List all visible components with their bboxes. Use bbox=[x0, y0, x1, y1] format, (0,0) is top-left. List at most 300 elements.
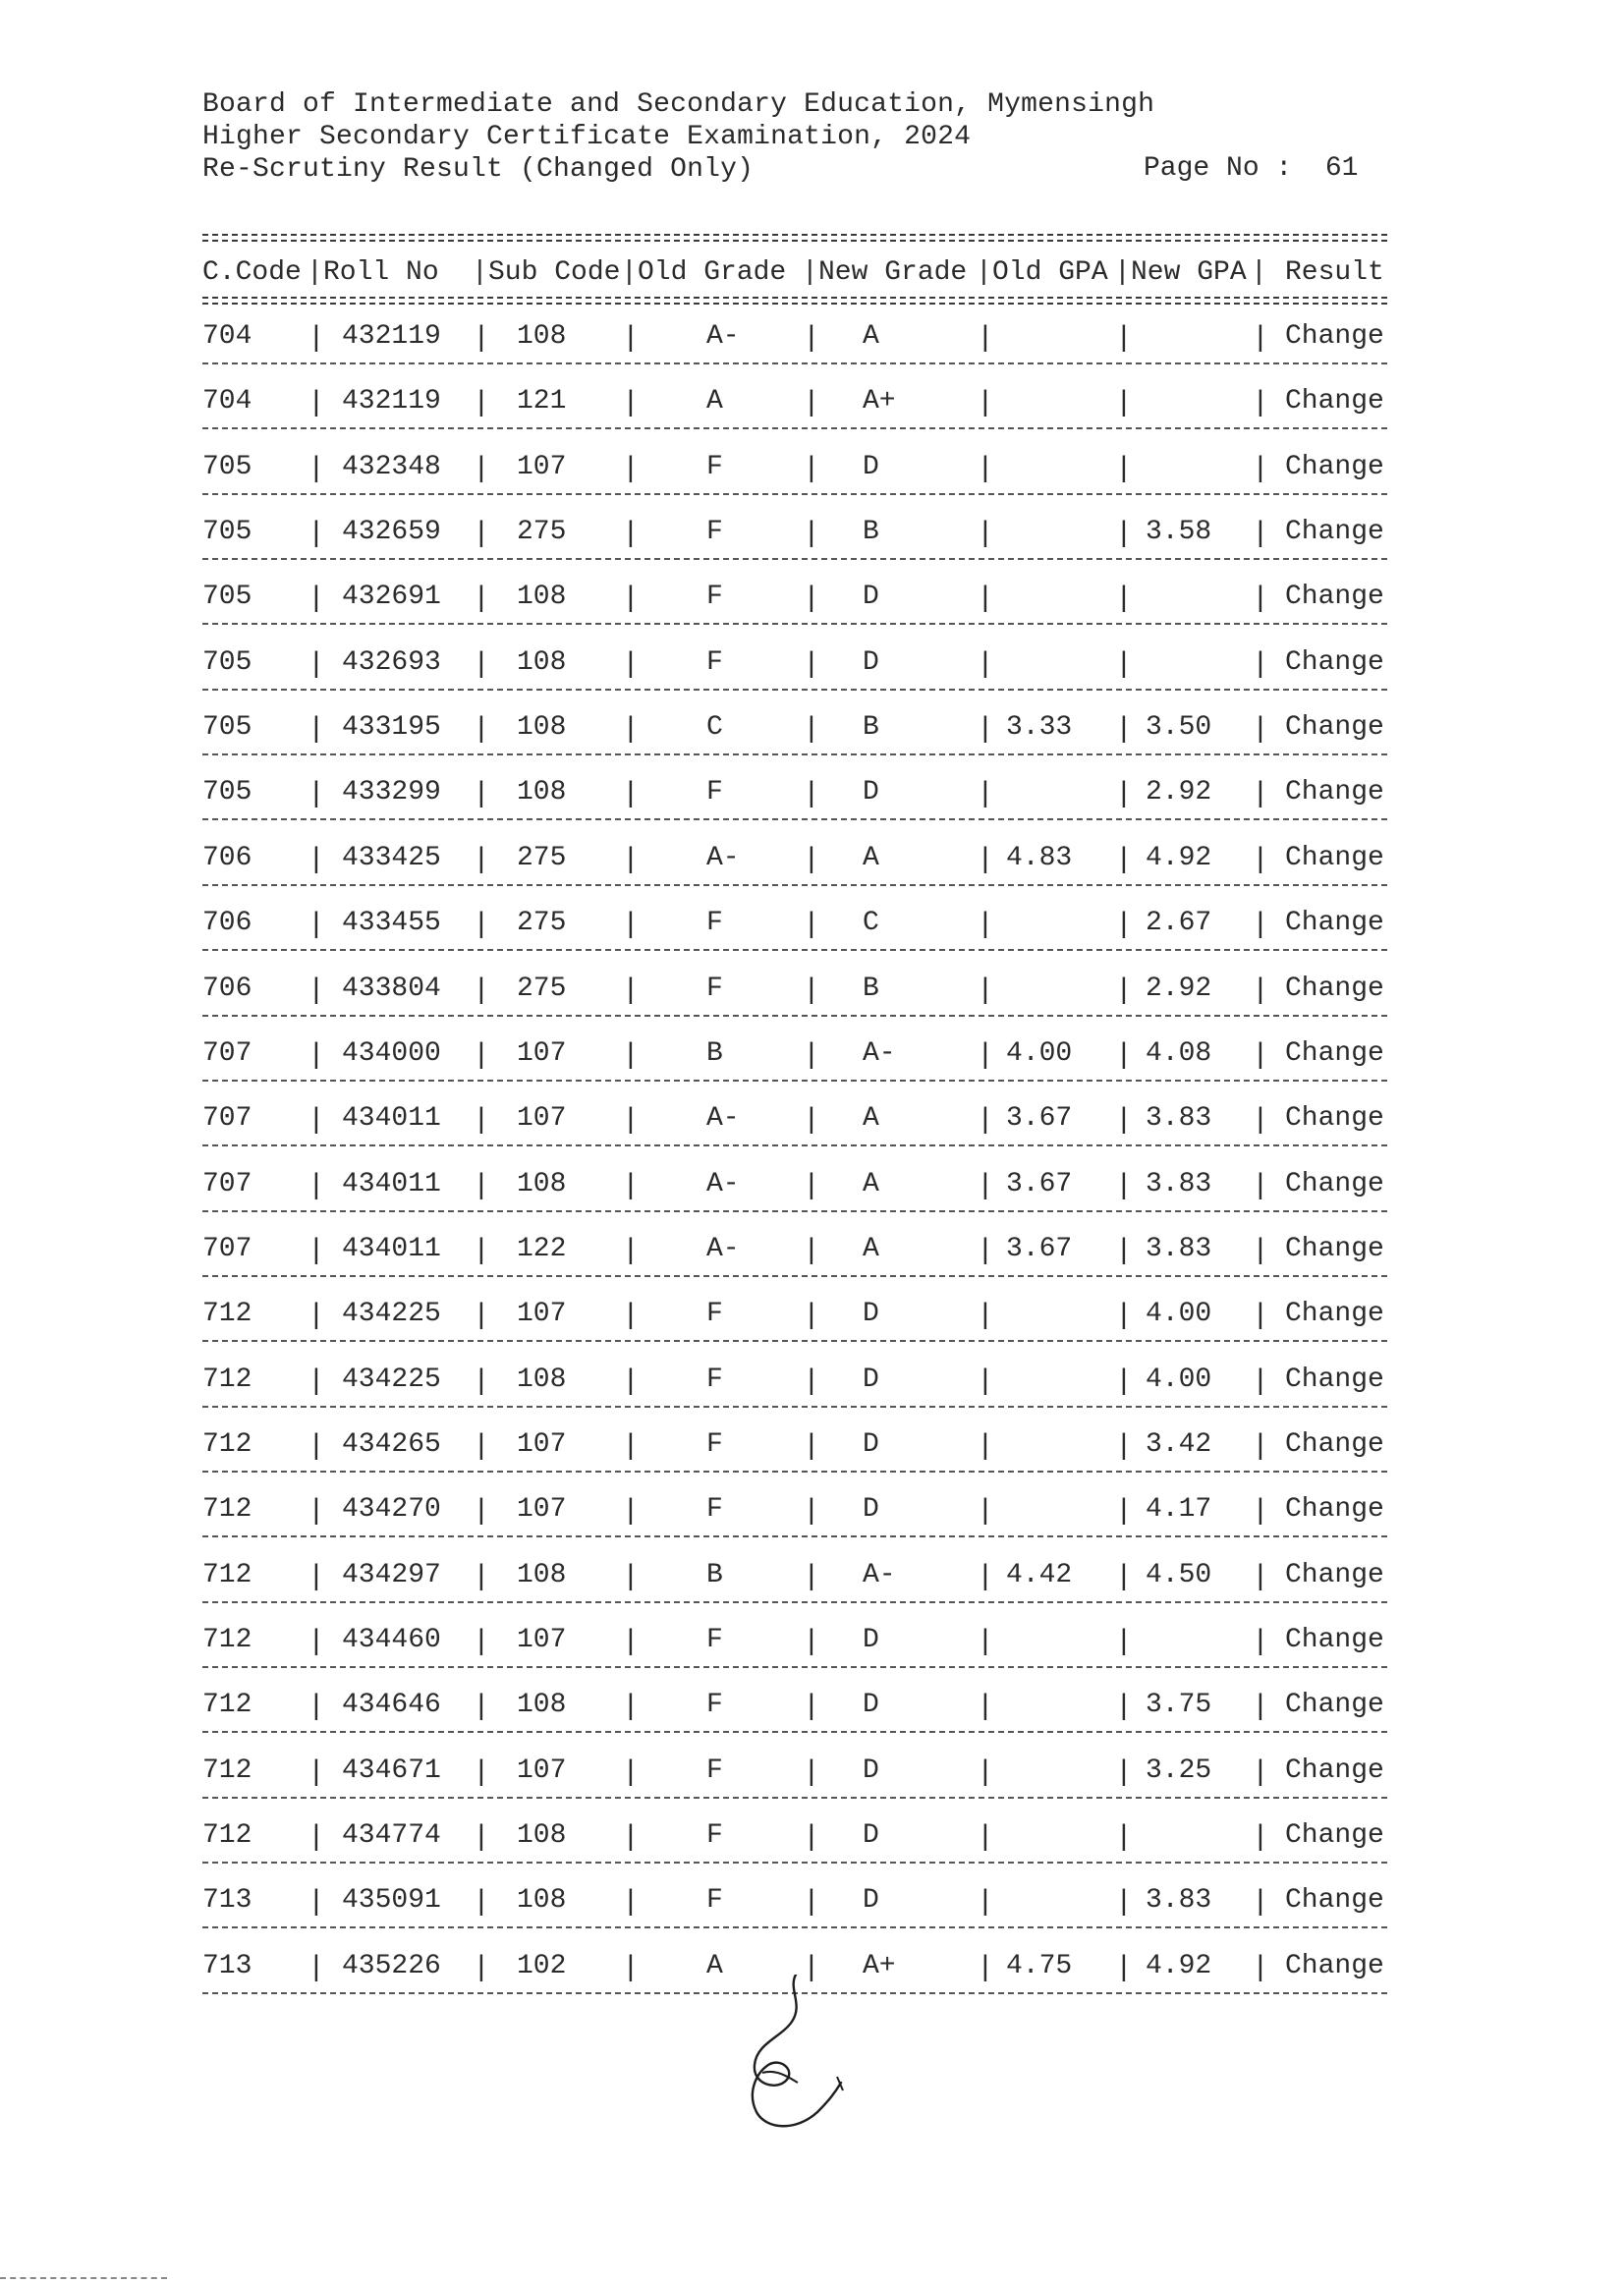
ccode-cell: 712 bbox=[202, 1429, 252, 1460]
sub-code-cell: 107 bbox=[517, 1299, 567, 1329]
col-sub-header: Sub Code bbox=[488, 257, 621, 288]
pipe-sep: | bbox=[1257, 1037, 1264, 1070]
new-grade-cell: D bbox=[863, 1755, 879, 1786]
pipe-sep: | bbox=[981, 973, 989, 1005]
pipe-sep: | bbox=[312, 1037, 320, 1070]
result-title: Re-Scrutiny Result (Changed Only) bbox=[202, 154, 755, 185]
pipe-sep: | bbox=[477, 1559, 485, 1591]
result-cell: Change bbox=[1285, 1103, 1384, 1134]
pipe-sep: | bbox=[1257, 776, 1264, 808]
pipe-sep: | bbox=[1257, 1819, 1264, 1852]
sub-code-cell: 108 bbox=[517, 647, 567, 678]
new-grade-cell: A bbox=[863, 321, 879, 352]
result-cell: Change bbox=[1285, 1820, 1384, 1851]
col-result-header: Result bbox=[1285, 257, 1384, 288]
pipe-sep: | bbox=[627, 776, 635, 808]
pipe-sep: | bbox=[1257, 1559, 1264, 1591]
pipe-sep: | bbox=[1257, 1755, 1264, 1787]
ccode-cell: 705 bbox=[202, 777, 252, 808]
old-grade-cell: F bbox=[706, 582, 723, 612]
new-gpa-cell: 4.00 bbox=[1146, 1365, 1212, 1395]
new-gpa-cell: 4.92 bbox=[1146, 843, 1212, 873]
pipe-sep: | bbox=[1257, 1428, 1264, 1461]
new-grade-cell: D bbox=[863, 1885, 879, 1916]
pipe-sep: | bbox=[312, 907, 320, 939]
pipe-sep: | bbox=[477, 907, 485, 939]
old-grade-cell: A bbox=[706, 1951, 723, 1981]
new-gpa-cell: 3.83 bbox=[1146, 1234, 1212, 1264]
table-row bbox=[202, 1361, 1387, 1400]
new-gpa-cell: 4.08 bbox=[1146, 1038, 1212, 1069]
result-cell: Change bbox=[1285, 1038, 1384, 1069]
table-row bbox=[202, 513, 1387, 552]
pipe-sep: | bbox=[981, 581, 989, 613]
row-separator bbox=[202, 1015, 1387, 1017]
pipe-sep: | bbox=[477, 1168, 485, 1200]
pipe-sep: | bbox=[808, 516, 815, 548]
pipe-sep: | bbox=[808, 1884, 815, 1917]
pipe-sep: | bbox=[312, 842, 320, 874]
ccode-cell: 705 bbox=[202, 647, 252, 678]
result-cell: Change bbox=[1285, 1625, 1384, 1655]
pipe-sep: | bbox=[808, 385, 815, 418]
signature-mark bbox=[727, 1975, 865, 2142]
pipe-sep: | bbox=[627, 1037, 635, 1070]
pipe-sep: | bbox=[808, 581, 815, 613]
new-gpa-cell: 3.42 bbox=[1146, 1429, 1212, 1460]
roll-cell: 434011 bbox=[342, 1234, 441, 1264]
pipe-sep: | bbox=[472, 257, 488, 288]
ccode-cell: 705 bbox=[202, 452, 252, 482]
new-grade-cell: D bbox=[863, 777, 879, 808]
pipe-sep: | bbox=[627, 1493, 635, 1526]
ccode-cell: 712 bbox=[202, 1494, 252, 1525]
old-grade-cell: B bbox=[706, 1560, 723, 1590]
pipe-sep: | bbox=[1120, 385, 1128, 418]
roll-cell: 434297 bbox=[342, 1560, 441, 1590]
pipe-sep: | bbox=[808, 1755, 815, 1787]
new-gpa-cell: 4.50 bbox=[1146, 1560, 1212, 1590]
pipe-sep: | bbox=[1120, 842, 1128, 874]
ccode-cell: 713 bbox=[202, 1951, 252, 1981]
sub-code-cell: 107 bbox=[517, 452, 567, 482]
pipe-sep: | bbox=[627, 1624, 635, 1656]
pipe-sep: | bbox=[1120, 1233, 1128, 1265]
roll-cell: 433804 bbox=[342, 974, 441, 1004]
row-separator bbox=[202, 558, 1387, 560]
result-cell: Change bbox=[1285, 1755, 1384, 1786]
pipe-sep: | bbox=[981, 1755, 989, 1787]
roll-cell: 434460 bbox=[342, 1625, 441, 1655]
ccode-cell: 706 bbox=[202, 908, 252, 938]
table-row bbox=[202, 904, 1387, 943]
row-separator bbox=[202, 1926, 1387, 1928]
pipe-sep: | bbox=[477, 1493, 485, 1526]
pipe-sep: | bbox=[477, 1298, 485, 1330]
new-grade-cell: A- bbox=[863, 1560, 896, 1590]
pipe-sep: | bbox=[477, 1624, 485, 1656]
pipe-sep: | bbox=[477, 451, 485, 483]
table-row bbox=[202, 839, 1387, 878]
roll-cell: 434270 bbox=[342, 1494, 441, 1525]
old-gpa-cell: 4.75 bbox=[1006, 1951, 1073, 1981]
new-grade-cell: A+ bbox=[863, 386, 896, 417]
new-gpa-cell: 4.92 bbox=[1146, 1951, 1212, 1981]
result-cell: Change bbox=[1285, 582, 1384, 612]
pipe-sep: | bbox=[312, 1689, 320, 1721]
row-separator bbox=[202, 1080, 1387, 1082]
new-gpa-cell: 3.25 bbox=[1146, 1755, 1212, 1786]
pipe-sep: | bbox=[981, 1493, 989, 1526]
pipe-sep: | bbox=[312, 646, 320, 679]
table-row bbox=[202, 1752, 1387, 1791]
pipe-sep: | bbox=[627, 1233, 635, 1265]
pipe-sep: | bbox=[981, 1559, 989, 1591]
pipe-sep: | bbox=[477, 320, 485, 353]
pipe-sep: | bbox=[477, 842, 485, 874]
pipe-sep: | bbox=[1257, 320, 1264, 353]
sub-code-cell: 107 bbox=[517, 1625, 567, 1655]
new-grade-cell: D bbox=[863, 1299, 879, 1329]
pipe-sep: | bbox=[981, 1950, 989, 1982]
result-cell: Change bbox=[1285, 843, 1384, 873]
pipe-sep: | bbox=[477, 385, 485, 418]
pipe-sep: | bbox=[802, 257, 818, 288]
table-row bbox=[202, 1230, 1387, 1269]
pipe-sep: | bbox=[312, 1755, 320, 1787]
pipe-sep: | bbox=[981, 385, 989, 418]
new-grade-cell: A+ bbox=[863, 1951, 896, 1981]
table-row bbox=[202, 1295, 1387, 1334]
new-gpa-cell: 3.83 bbox=[1146, 1103, 1212, 1134]
pipe-sep: | bbox=[1257, 1689, 1264, 1721]
pipe-sep: | bbox=[627, 1884, 635, 1917]
pipe-sep: | bbox=[1257, 842, 1264, 874]
pipe-sep: | bbox=[981, 516, 989, 548]
pipe-sep: | bbox=[808, 711, 815, 744]
pipe-sep: | bbox=[1120, 1428, 1128, 1461]
pipe-sep: | bbox=[1257, 1102, 1264, 1135]
pipe-sep: | bbox=[981, 1037, 989, 1070]
pipe-sep: | bbox=[808, 842, 815, 874]
pipe-sep: | bbox=[981, 1364, 989, 1396]
pipe-sep: | bbox=[1114, 257, 1131, 288]
roll-cell: 432659 bbox=[342, 517, 441, 547]
pipe-sep: | bbox=[808, 1298, 815, 1330]
roll-cell: 433299 bbox=[342, 777, 441, 808]
table-row bbox=[202, 448, 1387, 487]
header-bottom-rule bbox=[202, 297, 1387, 305]
result-cell: Change bbox=[1285, 1885, 1384, 1916]
old-gpa-cell: 3.67 bbox=[1006, 1103, 1073, 1134]
col-newgpa-header: New GPA bbox=[1131, 257, 1247, 288]
ccode-cell: 707 bbox=[202, 1038, 252, 1069]
new-gpa-cell: 4.00 bbox=[1146, 1299, 1212, 1329]
pipe-sep: | bbox=[981, 451, 989, 483]
old-grade-cell: A- bbox=[706, 321, 740, 352]
table-row bbox=[202, 1816, 1387, 1856]
pipe-sep: | bbox=[312, 1950, 320, 1982]
old-gpa-cell: 4.42 bbox=[1006, 1560, 1073, 1590]
pipe-sep: | bbox=[1257, 451, 1264, 483]
new-grade-cell: B bbox=[863, 974, 879, 1004]
pipe-sep: | bbox=[312, 1102, 320, 1135]
roll-cell: 434011 bbox=[342, 1103, 441, 1134]
old-grade-cell: A bbox=[706, 386, 723, 417]
sub-code-cell: 275 bbox=[517, 974, 567, 1004]
pipe-sep: | bbox=[808, 776, 815, 808]
pipe-sep: | bbox=[621, 257, 638, 288]
row-separator bbox=[202, 1601, 1387, 1603]
pipe-sep: | bbox=[1257, 516, 1264, 548]
row-separator bbox=[202, 1797, 1387, 1799]
table-row bbox=[202, 382, 1387, 421]
pipe-sep: | bbox=[981, 320, 989, 353]
roll-cell: 432119 bbox=[342, 386, 441, 417]
ccode-cell: 704 bbox=[202, 386, 252, 417]
sub-code-cell: 108 bbox=[517, 1560, 567, 1590]
new-grade-cell: D bbox=[863, 1820, 879, 1851]
old-grade-cell: F bbox=[706, 1820, 723, 1851]
pipe-sep: | bbox=[627, 1428, 635, 1461]
pipe-sep: | bbox=[1120, 1819, 1128, 1852]
pipe-sep: | bbox=[808, 320, 815, 353]
roll-cell: 432691 bbox=[342, 582, 441, 612]
pipe-sep: | bbox=[312, 1559, 320, 1591]
pipe-sep: | bbox=[808, 1364, 815, 1396]
roll-cell: 433195 bbox=[342, 712, 441, 743]
pipe-sep: | bbox=[808, 1233, 815, 1265]
result-cell: Change bbox=[1285, 712, 1384, 743]
ccode-cell: 707 bbox=[202, 1234, 252, 1264]
pipe-sep: | bbox=[312, 320, 320, 353]
pipe-sep: | bbox=[1120, 320, 1128, 353]
pipe-sep: | bbox=[477, 776, 485, 808]
result-cell: Change bbox=[1285, 908, 1384, 938]
pipe-sep: | bbox=[981, 1428, 989, 1461]
sub-code-cell: 108 bbox=[517, 582, 567, 612]
pipe-sep: | bbox=[808, 1950, 815, 1982]
pipe-sep: | bbox=[1120, 646, 1128, 679]
pipe-sep: | bbox=[312, 1884, 320, 1917]
sub-code-cell: 102 bbox=[517, 1951, 567, 1981]
pipe-sep: | bbox=[1120, 973, 1128, 1005]
pipe-sep: | bbox=[477, 1884, 485, 1917]
ccode-cell: 705 bbox=[202, 582, 252, 612]
pipe-sep: | bbox=[981, 1689, 989, 1721]
pipe-sep: | bbox=[981, 842, 989, 874]
table-row bbox=[202, 1556, 1387, 1595]
new-grade-cell: A bbox=[863, 1103, 879, 1134]
pipe-sep: | bbox=[312, 1624, 320, 1656]
table-row bbox=[202, 578, 1387, 617]
pipe-sep: | bbox=[1120, 1493, 1128, 1526]
pipe-sep: | bbox=[981, 1298, 989, 1330]
pipe-sep: | bbox=[981, 711, 989, 744]
table-row bbox=[202, 1490, 1387, 1530]
pipe-sep: | bbox=[627, 516, 635, 548]
old-grade-cell: F bbox=[706, 647, 723, 678]
result-cell: Change bbox=[1285, 1690, 1384, 1720]
old-grade-cell: F bbox=[706, 777, 723, 808]
pipe-sep: | bbox=[477, 1689, 485, 1721]
old-grade-cell: F bbox=[706, 974, 723, 1004]
sub-code-cell: 108 bbox=[517, 1820, 567, 1851]
ccode-cell: 706 bbox=[202, 974, 252, 1004]
pipe-sep: | bbox=[1257, 973, 1264, 1005]
pipe-sep: | bbox=[477, 516, 485, 548]
new-grade-cell: A- bbox=[863, 1038, 896, 1069]
new-grade-cell: D bbox=[863, 582, 879, 612]
pipe-sep: | bbox=[1120, 1624, 1128, 1656]
roll-cell: 434225 bbox=[342, 1299, 441, 1329]
ccode-cell: 705 bbox=[202, 712, 252, 743]
col-oldgrade-header: Old Grade bbox=[638, 257, 787, 288]
document-header bbox=[202, 88, 1154, 186]
old-grade-cell: B bbox=[706, 1038, 723, 1069]
pipe-sep: | bbox=[1120, 451, 1128, 483]
roll-cell: 434646 bbox=[342, 1690, 441, 1720]
row-separator bbox=[202, 493, 1387, 495]
new-gpa-cell: 3.50 bbox=[1146, 712, 1212, 743]
pipe-sep: | bbox=[1120, 1298, 1128, 1330]
pipe-sep: | bbox=[1257, 1950, 1264, 1982]
table-row bbox=[202, 643, 1387, 683]
pipe-sep: | bbox=[312, 516, 320, 548]
sub-code-cell: 108 bbox=[517, 712, 567, 743]
pipe-sep: | bbox=[1120, 907, 1128, 939]
pipe-sep: | bbox=[1120, 1559, 1128, 1591]
table-row bbox=[202, 1881, 1387, 1921]
pipe-sep: | bbox=[477, 646, 485, 679]
sub-code-cell: 275 bbox=[517, 517, 567, 547]
pipe-sep: | bbox=[1120, 1364, 1128, 1396]
old-gpa-cell: 4.00 bbox=[1006, 1038, 1073, 1069]
pipe-sep: | bbox=[808, 646, 815, 679]
pipe-sep: | bbox=[1257, 711, 1264, 744]
pipe-sep: | bbox=[1120, 1037, 1128, 1070]
row-separator bbox=[202, 818, 1387, 820]
pipe-sep: | bbox=[627, 451, 635, 483]
header-top-rule bbox=[202, 234, 1387, 242]
pipe-sep: | bbox=[1120, 1950, 1128, 1982]
ccode-cell: 707 bbox=[202, 1103, 252, 1134]
pipe-sep: | bbox=[1257, 1624, 1264, 1656]
table-row bbox=[202, 970, 1387, 1009]
row-separator bbox=[202, 1471, 1387, 1473]
pipe-sep: | bbox=[1257, 1493, 1264, 1526]
ccode-cell: 712 bbox=[202, 1560, 252, 1590]
old-grade-cell: F bbox=[706, 1885, 723, 1916]
new-gpa-cell: 4.17 bbox=[1146, 1494, 1212, 1525]
pipe-sep: | bbox=[981, 1819, 989, 1852]
pipe-sep: | bbox=[477, 1364, 485, 1396]
pipe-sep: | bbox=[312, 973, 320, 1005]
row-separator bbox=[202, 1535, 1387, 1537]
sub-code-cell: 107 bbox=[517, 1429, 567, 1460]
new-grade-cell: A bbox=[863, 1169, 879, 1199]
pipe-sep: | bbox=[627, 646, 635, 679]
pipe-sep: | bbox=[981, 646, 989, 679]
pipe-sep: | bbox=[981, 1624, 989, 1656]
roll-cell: 435226 bbox=[342, 1951, 441, 1981]
old-grade-cell: A- bbox=[706, 1169, 740, 1199]
pipe-sep: | bbox=[808, 451, 815, 483]
ccode-cell: 706 bbox=[202, 843, 252, 873]
row-separator bbox=[202, 427, 1387, 429]
result-cell: Change bbox=[1285, 321, 1384, 352]
pipe-sep: | bbox=[312, 1298, 320, 1330]
sub-code-cell: 122 bbox=[517, 1234, 567, 1264]
pipe-sep: | bbox=[808, 1559, 815, 1591]
table-row bbox=[202, 1686, 1387, 1725]
ccode-cell: 712 bbox=[202, 1365, 252, 1395]
new-grade-cell: D bbox=[863, 1494, 879, 1525]
pipe-sep: | bbox=[1120, 516, 1128, 548]
old-grade-cell: F bbox=[706, 1299, 723, 1329]
pipe-sep: | bbox=[627, 1364, 635, 1396]
ccode-cell: 712 bbox=[202, 1755, 252, 1786]
exam-name: Higher Secondary Certificate Examination, 2024 bbox=[202, 122, 972, 152]
result-cell: Change bbox=[1285, 1429, 1384, 1460]
pipe-sep: | bbox=[477, 973, 485, 1005]
pipe-sep: | bbox=[1120, 711, 1128, 744]
result-cell: Change bbox=[1285, 517, 1384, 547]
new-grade-cell: D bbox=[863, 1365, 879, 1395]
sub-code-cell: 108 bbox=[517, 1169, 567, 1199]
pipe-sep: | bbox=[808, 1493, 815, 1526]
sub-code-cell: 108 bbox=[517, 321, 567, 352]
pipe-sep: | bbox=[627, 1755, 635, 1787]
new-grade-cell: B bbox=[863, 517, 879, 547]
table-row bbox=[202, 1165, 1387, 1204]
result-cell: Change bbox=[1285, 452, 1384, 482]
pipe-sep: | bbox=[1257, 385, 1264, 418]
pipe-sep: | bbox=[477, 711, 485, 744]
ccode-cell: 707 bbox=[202, 1169, 252, 1199]
new-gpa-cell: 2.92 bbox=[1146, 777, 1212, 808]
old-grade-cell: F bbox=[706, 1365, 723, 1395]
sub-code-cell: 108 bbox=[517, 1365, 567, 1395]
table-row bbox=[202, 773, 1387, 812]
ccode-cell: 705 bbox=[202, 517, 252, 547]
table-row bbox=[202, 708, 1387, 748]
pipe-sep: | bbox=[627, 1168, 635, 1200]
new-grade-cell: D bbox=[863, 1429, 879, 1460]
pipe-sep: | bbox=[627, 1950, 635, 1982]
table-row bbox=[202, 1099, 1387, 1139]
row-separator bbox=[202, 1666, 1387, 1668]
pipe-sep: | bbox=[1120, 1168, 1128, 1200]
new-gpa-cell: 3.58 bbox=[1146, 517, 1212, 547]
pipe-sep: | bbox=[1257, 1884, 1264, 1917]
table-row bbox=[202, 1621, 1387, 1660]
ccode-cell: 704 bbox=[202, 321, 252, 352]
pipe-sep: | bbox=[808, 1168, 815, 1200]
old-grade-cell: F bbox=[706, 1494, 723, 1525]
roll-cell: 434000 bbox=[342, 1038, 441, 1069]
pipe-sep: | bbox=[1120, 1102, 1128, 1135]
result-cell: Change bbox=[1285, 1494, 1384, 1525]
row-separator bbox=[202, 884, 1387, 886]
pipe-sep: | bbox=[307, 257, 323, 288]
old-grade-cell: F bbox=[706, 1625, 723, 1655]
pipe-sep: | bbox=[312, 1168, 320, 1200]
pipe-sep: | bbox=[1257, 1233, 1264, 1265]
roll-cell: 434225 bbox=[342, 1365, 441, 1395]
result-cell: Change bbox=[1285, 974, 1384, 1004]
row-separator bbox=[202, 1210, 1387, 1212]
